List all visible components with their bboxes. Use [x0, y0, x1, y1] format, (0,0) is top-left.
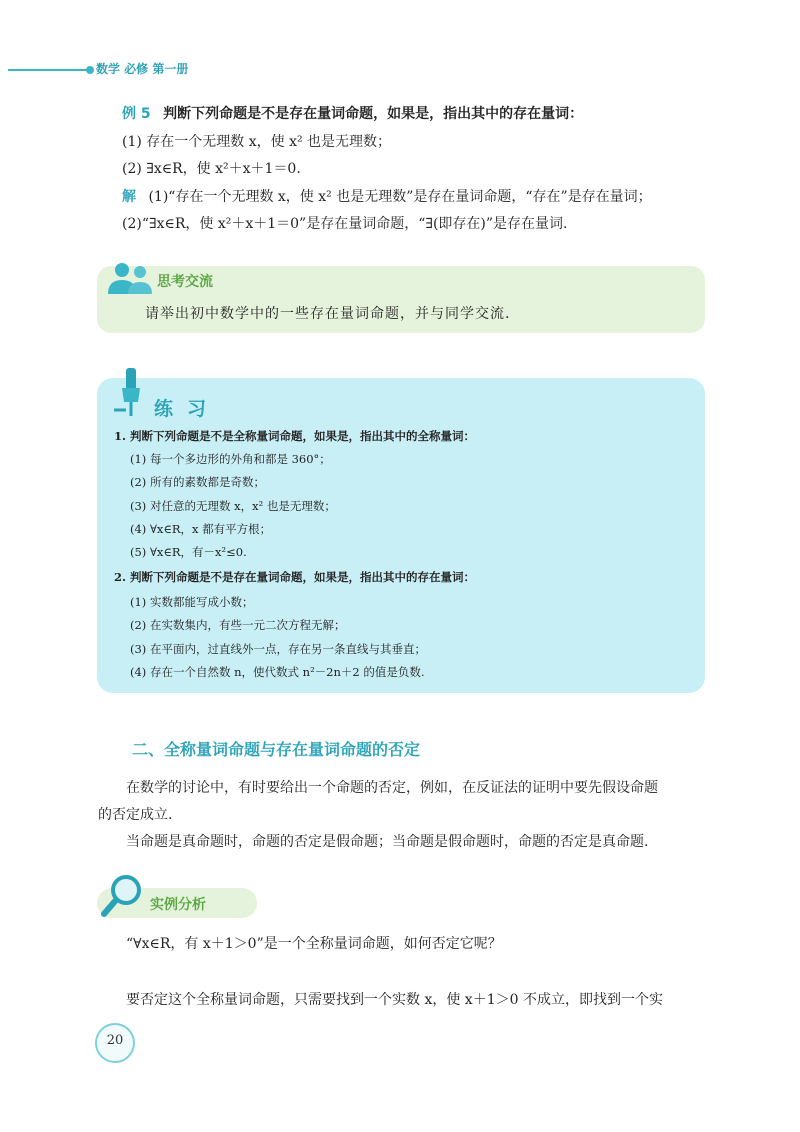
practice-title: 练习	[154, 398, 221, 420]
example5-solution2: (2)“∃x∈R，使 x²＋x＋1＝0”是存在量词命题，“∃(即存在)”是存在量词.	[122, 216, 568, 232]
example5-question-line	[122, 105, 583, 123]
example5-item1: (1) 存在一个无理数 x，使 x² 也是无理数；	[122, 134, 392, 150]
magnifier-icon	[100, 872, 146, 918]
practice-q1-item: (3) 对任意的无理数 x，x² 也是无理数；	[130, 499, 336, 513]
example5-solution1: (1)“存在一个无理数 x，使 x² 也是无理数”是存在量词命题，“存在”是存在量词；	[148, 189, 652, 205]
running-header: 数学 必修 第一册	[96, 62, 189, 76]
example5-item2: (2) ∃x∈R，使 x²＋x＋1＝0.	[122, 161, 301, 177]
practice-q1-item: (5) ∀x∈R，有－x²≤0.	[130, 545, 247, 559]
header-dot	[86, 66, 94, 74]
example5-question: 判断下列命题是不是存在量词命题，如果是，指出其中的存在量词：	[163, 106, 584, 122]
section2-paragraph1-line1: 在数学的讨论中，有时要给出一个命题的否定，例如，在反证法的证明中要先假设命题	[126, 780, 658, 796]
example5-label: 例 5	[122, 106, 151, 122]
header-rule	[8, 69, 88, 71]
practice-q2: 2. 判断下列命题是不是存在量词命题，如果是，指出其中的存在量词：	[114, 570, 476, 584]
practice-q2-item: (1) 实数都能写成小数；	[130, 595, 254, 609]
practice-q1: 1. 判断下列命题是不是全称量词命题，如果是，指出其中的全称量词：	[114, 429, 476, 443]
solution-label: 解	[122, 189, 136, 205]
practice-q1-item: (1) 每一个多边形的外角和都是 360°；	[130, 452, 331, 466]
example-analysis-title: 实例分析	[150, 897, 206, 913]
section2-paragraph1-line2: 的否定成立.	[98, 807, 173, 823]
practice-q2-item: (4) 存在一个自然数 n，使代数式 n²－2n＋2 的值是负数.	[130, 665, 425, 679]
practice-q1-item: (4) ∀x∈R，x 都有平方根；	[130, 522, 272, 536]
pen-hand-icon	[112, 366, 150, 418]
practice-q2-item: (3) 在平面内，过直线外一点，存在另一条直线与其垂直；	[130, 642, 426, 656]
people-icon	[104, 260, 156, 296]
think-discuss-text: 请举出初中数学中的一些存在量词命题，并与同学交流.	[145, 306, 511, 322]
practice-q1-item: (2) 所有的素数都是奇数；	[130, 475, 265, 489]
section-heading: 二、全称量词命题与存在量词命题的否定	[132, 740, 421, 759]
example-analysis-answer: 要否定这个全称量词命题，只需要找到一个实数 x，使 x＋1＞0 不成立，即找到一个实	[126, 992, 663, 1008]
section2-paragraph2: 当命题是真命题时，命题的否定是假命题；当命题是假命题时，命题的否定是真命题.	[126, 834, 649, 850]
think-discuss-title: 思考交流	[157, 274, 213, 290]
practice-q2-item: (2) 在实数集内，有些一元二次方程无解；	[130, 618, 346, 632]
example-analysis-question: “∀x∈R，有 x＋1＞0”是一个全称量词命题，如何否定它呢？	[126, 936, 502, 952]
page-number: 20	[106, 1033, 124, 1048]
example5-solution-line1	[122, 188, 652, 206]
